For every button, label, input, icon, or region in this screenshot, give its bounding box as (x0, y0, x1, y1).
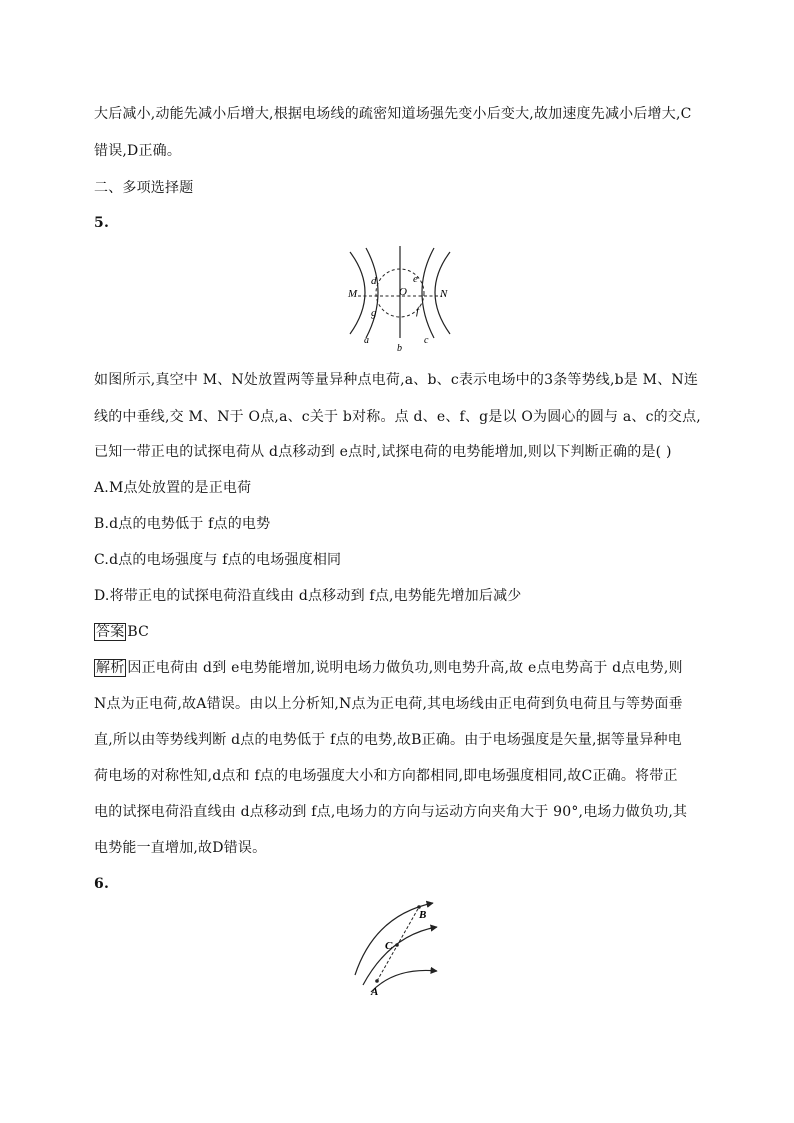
label-g: g (371, 307, 377, 319)
label-d: d (371, 275, 377, 287)
analysis-line-4: 荷电场的对称性知,d点和 f点的电场强度大小和方向都相同,即电场强度相同,故C正确。将带正 (94, 768, 678, 784)
section-heading: 二、多项选择题 (94, 180, 194, 196)
option-c: C.d点的电场强度与 f点的电场强度相同 (94, 552, 342, 568)
answer-value: BC (127, 624, 150, 640)
point-c (395, 943, 399, 947)
analysis-line-2: N点为正电荷,故A错误。由以上分析知,N点为正电荷,其电场线由正电荷到负电荷且与等势面垂 (94, 696, 683, 712)
analysis-line-3: 直,所以由等势线判断 d点的电势低于 f点的电势,故B正确。由于电场强度是矢量,据等量异种电 (94, 732, 682, 748)
equipotential-figure (340, 240, 460, 355)
q5-stem-2: 线的中垂线,交 M、N于 O点,a、c关于 b对称。点 d、e、f、g是以 O为圆心的圆与 a、c的交点, (94, 409, 701, 425)
label-f: f (416, 305, 420, 317)
question-6-number: 6. (94, 876, 110, 892)
line-1: 大后减小,动能先减小后增大,根据电场线的疏密知道场强先变小后变大,故加速度先减小后增大,C (94, 106, 692, 122)
answer-line (94, 622, 149, 642)
question-5-number: 5. (94, 215, 110, 231)
label-e: e (413, 273, 418, 285)
label-N: N (440, 288, 448, 300)
label-c: c (424, 335, 429, 346)
analysis-text-1: 因正电荷由 d到 e电势能增加,说明电场力做负功,则电势升高,故 e点电势高于 d点电势,则 (127, 660, 683, 676)
option-a: A.M点处放置的是正电荷 (94, 480, 252, 496)
label-B: B (419, 909, 427, 921)
label-O: O (399, 286, 407, 298)
line-2: 错误,D正确。 (94, 143, 182, 159)
field-line-middle (363, 927, 437, 985)
analysis-line-5: 电的试探电荷沿直线由 d点移动到 f点,电场力的方向与运动方向夹角大于 90°,电场力做负功,其 (94, 804, 688, 820)
field-line-bottom (371, 970, 437, 992)
label-A: A (371, 986, 379, 998)
label-M: M (348, 288, 358, 300)
label-a: a (364, 335, 369, 346)
q5-stem-1: 如图所示,真空中 M、N处放置两等量异种点电荷,a、b、c表示电场中的3条等势线,b是 M、N连 (94, 372, 699, 388)
label-C: C (385, 940, 393, 952)
analysis-line-1 (94, 658, 683, 678)
equipotential-line-a (366, 248, 378, 338)
label-b: b (397, 343, 402, 354)
analysis-line-6: 电势能一直增加,故D错误。 (94, 840, 267, 856)
analysis-tag: 解析 (96, 660, 125, 676)
option-b: B.d点的电势低于 f点的电势 (94, 516, 271, 532)
q5-stem-3: 已知一带正电的试探电荷从 d点移动到 e点时,试探电荷的电势能增加,则以下判断正确的是( ) (94, 444, 672, 460)
answer-tag: 答案 (96, 624, 125, 640)
option-d: D.将带正电的试探电荷沿直线由 d点移动到 f点,电势能先增加后减少 (94, 588, 522, 604)
point-a (375, 979, 379, 983)
field-line-figure (345, 895, 450, 1000)
